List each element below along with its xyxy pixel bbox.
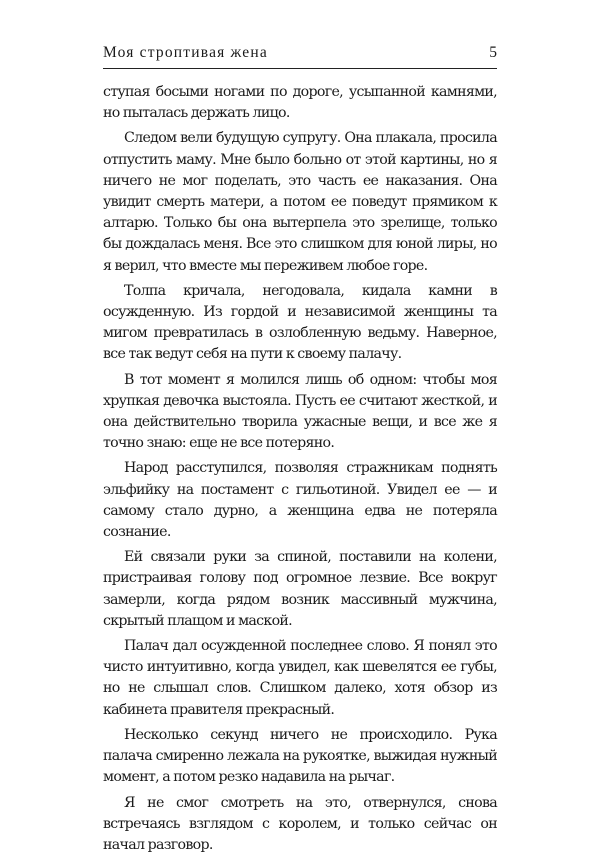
paragraph: Толпа кричала, негодовала, кидала камни в осужденную. Из гордой и независимой женщины та мигом превратилась в озлобленную ведьму. Наверное, все так ведут себя на пути к своему палачу.	[103, 282, 497, 363]
paragraph: Я не смог смотреть на это, отвернулся, снова встречаясь взглядом с королем, и только сейчас он начал разговор.	[103, 794, 497, 853]
paragraph: Народ расступился, позволяя стражникам поднять эльфийку на постамент с гильотиной. Увидел ее — и самому стало дурно, а женщина едва не потеряла сознание.	[103, 460, 497, 541]
body-text	[103, 82, 497, 860]
paragraph: Несколько секунд ничего не происходило. Рука палача смиренно лежала на рукоятке, выжидая нужный момент, а потом резко надавила на рычаг.	[103, 726, 497, 786]
paragraph: Палач дал осужденной последнее слово. Я понял это чисто интуитивно, когда увидел, как шевелятся ее губы, но не слышал слов. Слишком далеко, хотя обзор из кабинета правителя прекрасный.	[103, 638, 497, 718]
paragraph: Ей связали руки за спиной, поставили на колени, пристраивая голову под огромное лезвие. Все вокруг замерли, когда рядом возник массивный мужчина, скрытый плащом и маской.	[103, 549, 497, 629]
paragraph: Следом вели будущую супругу. Она плакала, просила отпустить маму. Мне было больно от этой картины, но я ничего не мог поделать, это часть ее наказания. Она увидит смерть матери, а потом ее поведут прямиком к алтарю. Только бы она вытерпела это зрелище, только бы дождалась меня. Все это слишком для юной лиры, но я верил, что вместе мы переживем любое горе.	[103, 130, 497, 274]
running-header	[103, 42, 497, 69]
paragraph: ступая босыми ногами по дороге, усыпанной камнями, но пыталась держать лицо.	[103, 84, 497, 122]
paragraph: В тот момент я молился лишь об одном: чтобы моя хрупкая девочка выстояла. Пусть ее считают жесткой, и она действительно творила ужасные вещи, и все же я точно знаю: еще не все потеряно.	[103, 371, 497, 452]
page-number: 5	[489, 44, 497, 61]
book-title: Моя строптивая жена	[103, 44, 268, 61]
